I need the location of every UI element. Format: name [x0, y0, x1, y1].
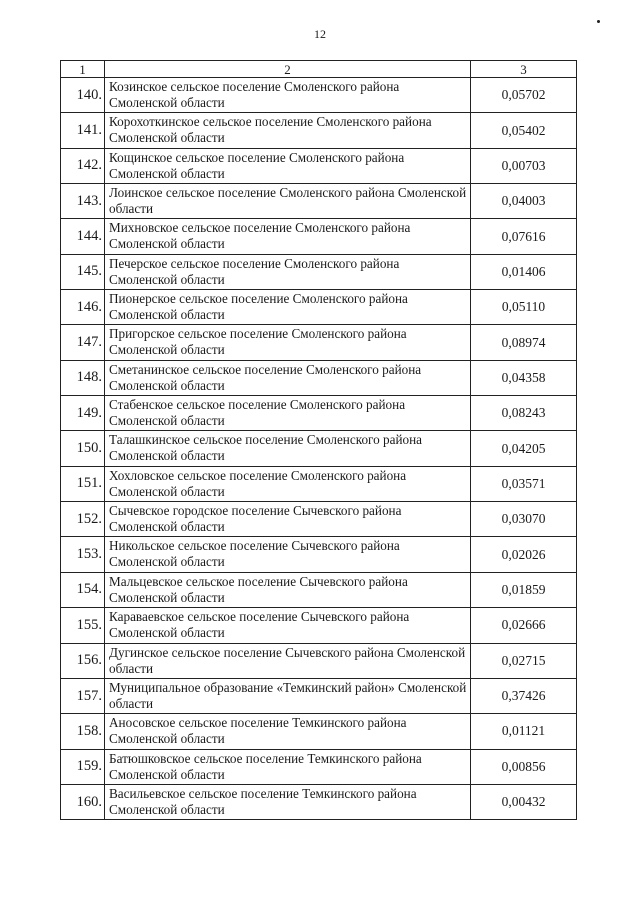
table-row — [61, 148, 577, 183]
table-row — [61, 784, 577, 819]
row-value: 0,05110 — [471, 290, 577, 325]
table-row — [61, 219, 577, 254]
row-value: 0,37426 — [471, 678, 577, 713]
row-value: 0,04358 — [471, 360, 577, 395]
row-municipality-name: Дугинское сельское поселение Сычевского района Смоленской области — [105, 643, 471, 678]
row-municipality-name: Козинское сельское поселение Смоленского района Смоленской области — [105, 78, 471, 113]
row-number: 159. — [61, 749, 105, 784]
table-row — [61, 678, 577, 713]
row-municipality-name: Мальцевское сельское поселение Сычевского района Смоленской области — [105, 572, 471, 607]
table-row — [61, 466, 577, 501]
row-number: 156. — [61, 643, 105, 678]
table-row — [61, 113, 577, 148]
row-municipality-name: Печерское сельское поселение Смоленского района Смоленской области — [105, 254, 471, 289]
row-municipality-name: Сметанинское сельское поселение Смоленского района Смоленской области — [105, 360, 471, 395]
row-value: 0,01859 — [471, 572, 577, 607]
row-value: 0,00432 — [471, 784, 577, 819]
row-number: 153. — [61, 537, 105, 572]
row-value: 0,02666 — [471, 608, 577, 643]
table-row — [61, 360, 577, 395]
allocation-table — [60, 60, 577, 820]
header-col-1: 1 — [61, 61, 105, 78]
row-number: 143. — [61, 184, 105, 219]
row-municipality-name: Сычевское городское поселение Сычевского района Смоленской области — [105, 502, 471, 537]
row-number: 141. — [61, 113, 105, 148]
row-municipality-name: Пригорское сельское поселение Смоленского района Смоленской области — [105, 325, 471, 360]
row-municipality-name: Пионерское сельское поселение Смоленского района Смоленской области — [105, 290, 471, 325]
row-municipality-name: Стабенское сельское поселение Смоленского района Смоленской области — [105, 396, 471, 431]
table-row — [61, 290, 577, 325]
row-value: 0,03070 — [471, 502, 577, 537]
row-number: 154. — [61, 572, 105, 607]
table-row — [61, 537, 577, 572]
row-number: 146. — [61, 290, 105, 325]
row-number: 145. — [61, 254, 105, 289]
row-municipality-name: Никольское сельское поселение Сычевского района Смоленской области — [105, 537, 471, 572]
row-number: 151. — [61, 466, 105, 501]
row-municipality-name: Аносовское сельское поселение Темкинского района Смоленской области — [105, 714, 471, 749]
page-number: 12 — [314, 27, 326, 41]
table-body — [61, 78, 577, 820]
row-municipality-name: Муниципальное образование «Темкинский район» Смоленской области — [105, 678, 471, 713]
row-number: 160. — [61, 784, 105, 819]
header-col-2: 2 — [105, 61, 471, 78]
row-number: 148. — [61, 360, 105, 395]
row-value: 0,05402 — [471, 113, 577, 148]
table-row — [61, 714, 577, 749]
row-number: 147. — [61, 325, 105, 360]
row-number: 149. — [61, 396, 105, 431]
row-value: 0,04205 — [471, 431, 577, 466]
table-row — [61, 325, 577, 360]
row-value: 0,08243 — [471, 396, 577, 431]
table-row — [61, 254, 577, 289]
table-row — [61, 608, 577, 643]
row-municipality-name: Михновское сельское поселение Смоленского района Смоленской области — [105, 219, 471, 254]
row-value: 0,07616 — [471, 219, 577, 254]
row-number: 140. — [61, 78, 105, 113]
table-row — [61, 396, 577, 431]
table-row — [61, 431, 577, 466]
header-col-3: 3 — [471, 61, 577, 78]
row-number: 142. — [61, 148, 105, 183]
row-value: 0,00703 — [471, 148, 577, 183]
row-number: 144. — [61, 219, 105, 254]
row-value: 0,01406 — [471, 254, 577, 289]
row-municipality-name: Батюшковское сельское поселение Темкинского района Смоленской области — [105, 749, 471, 784]
row-value: 0,08974 — [471, 325, 577, 360]
table-row — [61, 78, 577, 113]
row-municipality-name: Талашкинское сельское поселение Смоленского района Смоленской области — [105, 431, 471, 466]
table-row — [61, 749, 577, 784]
row-number: 155. — [61, 608, 105, 643]
row-municipality-name: Хохловское сельское поселение Смоленского района Смоленской области — [105, 466, 471, 501]
row-number: 150. — [61, 431, 105, 466]
table-row — [61, 184, 577, 219]
row-value: 0,05702 — [471, 78, 577, 113]
row-value: 0,04003 — [471, 184, 577, 219]
row-municipality-name: Кощинское сельское поселение Смоленского района Смоленской области — [105, 148, 471, 183]
row-municipality-name: Васильевское сельское поселение Темкинского района Смоленской области — [105, 784, 471, 819]
row-value: 0,01121 — [471, 714, 577, 749]
row-municipality-name: Караваевское сельское поселение Сычевского района Смоленской области — [105, 608, 471, 643]
row-municipality-name: Лоинское сельское поселение Смоленского района Смоленской области — [105, 184, 471, 219]
row-value: 0,02715 — [471, 643, 577, 678]
row-value: 0,02026 — [471, 537, 577, 572]
table-row — [61, 572, 577, 607]
row-municipality-name: Корохоткинское сельское поселение Смоленского района Смоленской области — [105, 113, 471, 148]
row-number: 157. — [61, 678, 105, 713]
row-value: 0,03571 — [471, 466, 577, 501]
row-value: 0,00856 — [471, 749, 577, 784]
scan-speck — [597, 20, 600, 23]
table-row — [61, 502, 577, 537]
table-row — [61, 643, 577, 678]
row-number: 158. — [61, 714, 105, 749]
table-header-row — [61, 61, 577, 78]
row-number: 152. — [61, 502, 105, 537]
